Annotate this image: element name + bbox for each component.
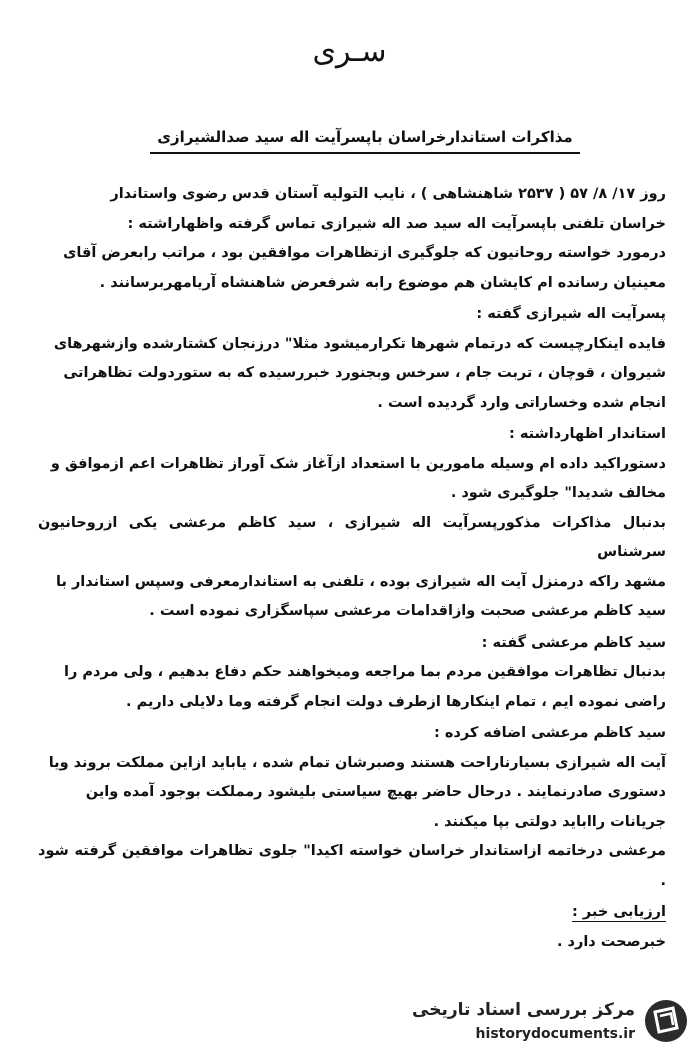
- text-line: دستوراکید داده ام وسیله مامورین با استعداد ازآغاز شک آوراز تظاهرات اعم ازموافق و: [50, 455, 666, 472]
- text-line: مرعشی درخاتمه ازاستاندار خراسان خواسته اکیدا" جلوی تظاهرات موافقین گرفته شود .: [38, 843, 666, 889]
- archive-logo-icon: [643, 998, 689, 1044]
- text-line: معینیان رسانده ام کایشان هم موضوع رابه شرفعرض شاهنشاه آریامهربرسانند .: [99, 274, 666, 291]
- assessment-text: خبرصحت دارد .: [556, 933, 666, 950]
- text-line: راضی نموده ایم ، تمام اینکارها ازطرف دولت انجام گرفته وما دلایلی داریم .: [126, 693, 666, 710]
- archive-name: مرکز بررسی اسناد تاریخی: [412, 1000, 635, 1020]
- assessment-heading: ارزیابی خبر :: [572, 904, 666, 920]
- text-line: مخالف شدیدا" جلوگیری شود .: [450, 485, 666, 501]
- page-title: مذاکرات استاندارخراسان باپسرآیت اله سید صدالشیرازی: [150, 128, 580, 154]
- archive-watermark: [401, 994, 691, 1052]
- text-line: خراسان تلفنی باپسرآیت اله سید صد اله شیرازی تماس گرفته واظهاراشته :: [127, 215, 666, 232]
- text-line: درمورد خواسته روحانیون که جلوگیری ازتظاهرات موافقین بود ، مراتب رابعرض آقای: [63, 245, 666, 261]
- text-line: مشهد راکه درمنزل آیت اله شیرازی بوده ، تلفنی به استاندارمعرفی وسپس استاندار با: [56, 573, 666, 590]
- document-body: [38, 180, 666, 957]
- text-line: جریانات رااباید دولتی بپا میکنند .: [433, 813, 666, 830]
- text-line: انجام شده وخساراتی وارد گردیده است .: [377, 394, 666, 411]
- classification-mark: سـرى: [312, 34, 387, 69]
- speaker-heading: سید کاظم مرعشی اضافه کرده :: [434, 725, 666, 741]
- text-line: بدنبال تظاهرات موافقین مردم بما مراجعه ومیخواهند حکم دفاع بدهیم ، ولی مردم را: [64, 664, 666, 680]
- speaker-heading: پسرآیت اله شیرازی گفته :: [476, 306, 666, 322]
- speaker-heading: استاندار اظهارداشته :: [508, 426, 666, 442]
- text-line: بدنبال مذاکرات مذکورپسرآیت اله شیرازی ، سید کاظم مرعشی یکی ازروحانیون سرشناس: [38, 514, 666, 560]
- text-line: فایده اینکارچیست که درتمام شهرها تکرارمیشود مثلا" درزنجان کشتارشده وازشهرهای: [53, 335, 666, 352]
- text-line: آیت اله شیرازی بسیارناراحت هستند وصبرشان تمام شده ، یاباید ازاین مملکت بروند ویا: [48, 754, 666, 771]
- archive-url[interactable]: historydocuments.ir: [475, 1026, 635, 1042]
- text-line: دستوری صادرنمایند . درحال حاضر بهیچ سیاستی بلیشود رمملکت بوجود آمده واین: [85, 784, 666, 800]
- speaker-heading: سید کاظم مرعشی گفته :: [481, 634, 666, 651]
- text-line: شیروان ، قوچان ، تربت جام ، سرخس وبجنورد خبررسیده که به ستوردولت تظاهراتی: [63, 365, 666, 381]
- text-line: روز ۱۷/ ۸/ ۵۷ ( ۲۵۳۷ شاهنشاهی ) ، نایب التولیه آستان قدس رضوی واستاندار: [110, 186, 666, 202]
- text-line: سید کاظم مرعشی صحبت وازاقدامات مرعشی سپاسگزاری نموده است .: [149, 603, 666, 619]
